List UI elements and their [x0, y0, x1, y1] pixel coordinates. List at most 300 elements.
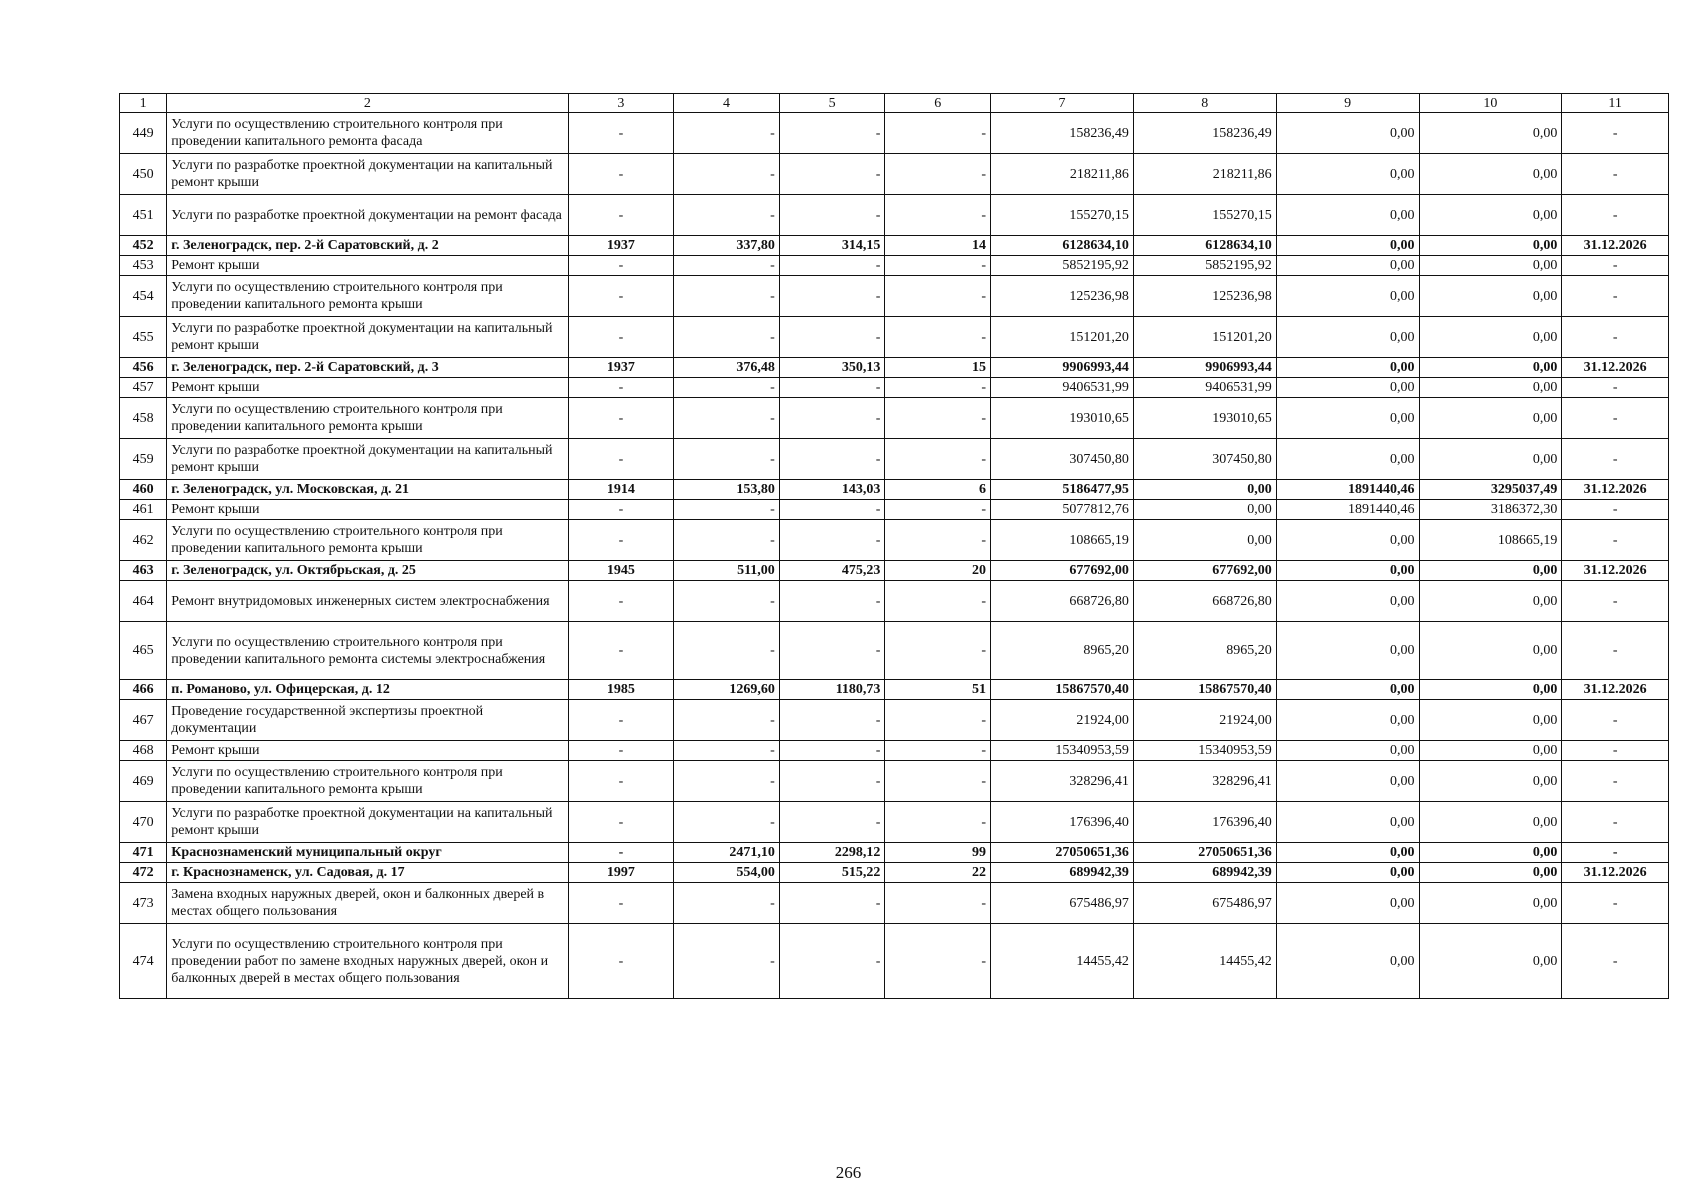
budget-cost-cell: 0,00	[1276, 761, 1419, 802]
deadline-cell: -	[1562, 317, 1669, 358]
owners-cost-cell: 0,00	[1419, 843, 1562, 863]
residents-cell: 14	[885, 236, 991, 256]
row-number: 454	[120, 276, 167, 317]
deadline-cell: -	[1562, 256, 1669, 276]
page-number: 266	[835, 1163, 862, 1182]
row-number: 464	[120, 581, 167, 622]
total-cost-cell: 108665,19	[991, 520, 1134, 561]
table-row	[120, 378, 1669, 398]
item-name: г. Краснознаменск, ул. Садовая, д. 17	[167, 863, 568, 883]
year-cell: -	[568, 113, 674, 154]
row-number: 468	[120, 741, 167, 761]
total-cost-cell: 6128634,10	[991, 236, 1134, 256]
deadline-cell: -	[1562, 843, 1669, 863]
budget-cost-cell: 0,00	[1276, 113, 1419, 154]
column-header: 10	[1419, 94, 1562, 113]
budget-cost-cell: 0,00	[1276, 883, 1419, 924]
owners-cost-cell: 0,00	[1419, 113, 1562, 154]
item-name: Услуги по разработке проектной документации на капитальный ремонт крыши	[167, 802, 568, 843]
item-name: Услуги по осуществлению строительного контроля при проведении капитального ремонта крыши	[167, 761, 568, 802]
total-cost-cell: 5852195,92	[991, 256, 1134, 276]
year-cell: -	[568, 883, 674, 924]
owners-cost-cell: 3295037,49	[1419, 480, 1562, 500]
total-cost-cell: 677692,00	[991, 561, 1134, 581]
residents-cell: -	[885, 256, 991, 276]
fund-cost-cell: 218211,86	[1133, 154, 1276, 195]
row-number: 467	[120, 700, 167, 741]
area-total-cell: -	[674, 741, 780, 761]
total-cost-cell: 9906993,44	[991, 358, 1134, 378]
total-cost-cell: 8965,20	[991, 622, 1134, 680]
area-total-cell: -	[674, 520, 780, 561]
fund-cost-cell: 668726,80	[1133, 581, 1276, 622]
table-row	[120, 317, 1669, 358]
deadline-cell: -	[1562, 276, 1669, 317]
item-name: г. Зеленоградск, пер. 2-й Саратовский, д. 2	[167, 236, 568, 256]
budget-cost-cell: 0,00	[1276, 622, 1419, 680]
deadline-cell: 31.12.2026	[1562, 680, 1669, 700]
total-cost-cell: 218211,86	[991, 154, 1134, 195]
owners-cost-cell: 0,00	[1419, 398, 1562, 439]
residents-cell: -	[885, 924, 991, 999]
row-number: 461	[120, 500, 167, 520]
total-cost-cell: 176396,40	[991, 802, 1134, 843]
year-cell: -	[568, 761, 674, 802]
residents-cell: -	[885, 113, 991, 154]
fund-cost-cell: 155270,15	[1133, 195, 1276, 236]
residents-cell: -	[885, 581, 991, 622]
table-row	[120, 480, 1669, 500]
table-row	[120, 398, 1669, 439]
column-header: 1	[120, 94, 167, 113]
area-living-cell: -	[779, 439, 885, 480]
budget-cost-cell: 0,00	[1276, 317, 1419, 358]
residents-cell: -	[885, 883, 991, 924]
row-number: 453	[120, 256, 167, 276]
year-cell: -	[568, 520, 674, 561]
owners-cost-cell: 0,00	[1419, 741, 1562, 761]
residents-cell: -	[885, 317, 991, 358]
table-row	[120, 276, 1669, 317]
area-living-cell: -	[779, 276, 885, 317]
area-total-cell: -	[674, 154, 780, 195]
budget-cost-cell: 0,00	[1276, 700, 1419, 741]
total-cost-cell: 328296,41	[991, 761, 1134, 802]
fund-cost-cell: 689942,39	[1133, 863, 1276, 883]
item-name: Услуги по осуществлению строительного контроля при проведении капитального ремонта крыши	[167, 276, 568, 317]
deadline-cell: -	[1562, 741, 1669, 761]
row-number: 473	[120, 883, 167, 924]
owners-cost-cell: 0,00	[1419, 761, 1562, 802]
total-cost-cell: 21924,00	[991, 700, 1134, 741]
total-cost-cell: 158236,49	[991, 113, 1134, 154]
year-cell: 1945	[568, 561, 674, 581]
total-cost-cell: 27050651,36	[991, 843, 1134, 863]
budget-cost-cell: 1891440,46	[1276, 480, 1419, 500]
area-total-cell: 511,00	[674, 561, 780, 581]
deadline-cell: 31.12.2026	[1562, 358, 1669, 378]
area-total-cell: 376,48	[674, 358, 780, 378]
owners-cost-cell: 0,00	[1419, 802, 1562, 843]
deadline-cell: -	[1562, 500, 1669, 520]
item-name: Услуги по осуществлению строительного контроля при проведении капитального ремонта системы электроснабжения	[167, 622, 568, 680]
area-total-cell: -	[674, 256, 780, 276]
capital-repair-table	[119, 93, 1669, 999]
year-cell: -	[568, 439, 674, 480]
year-cell: -	[568, 741, 674, 761]
row-number: 460	[120, 480, 167, 500]
budget-cost-cell: 0,00	[1276, 802, 1419, 843]
table-row	[120, 256, 1669, 276]
deadline-cell: -	[1562, 581, 1669, 622]
table-row	[120, 924, 1669, 999]
owners-cost-cell: 0,00	[1419, 700, 1562, 741]
column-header: 11	[1562, 94, 1669, 113]
fund-cost-cell: 176396,40	[1133, 802, 1276, 843]
total-cost-cell: 15340953,59	[991, 741, 1134, 761]
item-name: г. Зеленоградск, ул. Московская, д. 21	[167, 480, 568, 500]
fund-cost-cell: 15340953,59	[1133, 741, 1276, 761]
table-row	[120, 680, 1669, 700]
fund-cost-cell: 21924,00	[1133, 700, 1276, 741]
year-cell: -	[568, 276, 674, 317]
item-name: Услуги по разработке проектной документации на капитальный ремонт крыши	[167, 317, 568, 358]
item-name: Услуги по разработке проектной документации на капитальный ремонт крыши	[167, 439, 568, 480]
owners-cost-cell: 0,00	[1419, 581, 1562, 622]
fund-cost-cell: 8965,20	[1133, 622, 1276, 680]
table-row	[120, 113, 1669, 154]
fund-cost-cell: 0,00	[1133, 480, 1276, 500]
year-cell: 1997	[568, 863, 674, 883]
owners-cost-cell: 0,00	[1419, 154, 1562, 195]
deadline-cell: -	[1562, 154, 1669, 195]
residents-cell: 20	[885, 561, 991, 581]
total-cost-cell: 151201,20	[991, 317, 1134, 358]
column-header: 3	[568, 94, 674, 113]
item-name: Замена входных наружных дверей, окон и балконных дверей в местах общего пользования	[167, 883, 568, 924]
area-living-cell: 1180,73	[779, 680, 885, 700]
row-number: 452	[120, 236, 167, 256]
owners-cost-cell: 0,00	[1419, 924, 1562, 999]
fund-cost-cell: 328296,41	[1133, 761, 1276, 802]
area-living-cell: -	[779, 154, 885, 195]
deadline-cell: -	[1562, 398, 1669, 439]
residents-cell: -	[885, 154, 991, 195]
item-name: Услуги по разработке проектной документации на ремонт фасада	[167, 195, 568, 236]
area-living-cell: -	[779, 195, 885, 236]
row-number: 450	[120, 154, 167, 195]
deadline-cell: -	[1562, 113, 1669, 154]
deadline-cell: -	[1562, 439, 1669, 480]
table-row	[120, 843, 1669, 863]
item-name: Ремонт крыши	[167, 500, 568, 520]
area-living-cell: -	[779, 581, 885, 622]
item-name: Услуги по осуществлению строительного контроля при проведении капитального ремонта крыши	[167, 520, 568, 561]
area-total-cell: -	[674, 924, 780, 999]
fund-cost-cell: 14455,42	[1133, 924, 1276, 999]
table-row	[120, 863, 1669, 883]
budget-cost-cell: 0,00	[1276, 236, 1419, 256]
residents-cell: -	[885, 276, 991, 317]
area-living-cell: 350,13	[779, 358, 885, 378]
table-row	[120, 358, 1669, 378]
residents-cell: 15	[885, 358, 991, 378]
area-living-cell: -	[779, 741, 885, 761]
table-row	[120, 236, 1669, 256]
budget-cost-cell: 0,00	[1276, 680, 1419, 700]
deadline-cell: 31.12.2026	[1562, 561, 1669, 581]
fund-cost-cell: 158236,49	[1133, 113, 1276, 154]
residents-cell: -	[885, 378, 991, 398]
deadline-cell: -	[1562, 195, 1669, 236]
table-row	[120, 622, 1669, 680]
area-living-cell: -	[779, 883, 885, 924]
area-total-cell: -	[674, 317, 780, 358]
year-cell: -	[568, 843, 674, 863]
item-name: г. Зеленоградск, пер. 2-й Саратовский, д. 3	[167, 358, 568, 378]
year-cell: -	[568, 398, 674, 439]
fund-cost-cell: 6128634,10	[1133, 236, 1276, 256]
row-number: 463	[120, 561, 167, 581]
area-living-cell: 475,23	[779, 561, 885, 581]
fund-cost-cell: 0,00	[1133, 500, 1276, 520]
total-cost-cell: 15867570,40	[991, 680, 1134, 700]
year-cell: -	[568, 378, 674, 398]
year-cell: -	[568, 256, 674, 276]
fund-cost-cell: 677692,00	[1133, 561, 1276, 581]
item-name: Услуги по осуществлению строительного контроля при проведении капитального ремонта крыши	[167, 398, 568, 439]
fund-cost-cell: 675486,97	[1133, 883, 1276, 924]
document-sheet	[119, 93, 1669, 999]
area-living-cell: 143,03	[779, 480, 885, 500]
residents-cell: 99	[885, 843, 991, 863]
total-cost-cell: 9406531,99	[991, 378, 1134, 398]
item-name: п. Романово, ул. Офицерская, д. 12	[167, 680, 568, 700]
item-name: г. Зеленоградск, ул. Октябрьская, д. 25	[167, 561, 568, 581]
area-living-cell: -	[779, 802, 885, 843]
owners-cost-cell: 0,00	[1419, 883, 1562, 924]
row-number: 471	[120, 843, 167, 863]
year-cell: -	[568, 622, 674, 680]
fund-cost-cell: 9906993,44	[1133, 358, 1276, 378]
deadline-cell: -	[1562, 622, 1669, 680]
column-header-row	[120, 94, 1669, 113]
deadline-cell: -	[1562, 520, 1669, 561]
area-total-cell: -	[674, 439, 780, 480]
area-living-cell: -	[779, 622, 885, 680]
budget-cost-cell: 0,00	[1276, 358, 1419, 378]
owners-cost-cell: 0,00	[1419, 622, 1562, 680]
residents-cell: -	[885, 741, 991, 761]
owners-cost-cell: 0,00	[1419, 317, 1562, 358]
item-name: Услуги по разработке проектной документации на капитальный ремонт крыши	[167, 154, 568, 195]
budget-cost-cell: 0,00	[1276, 195, 1419, 236]
residents-cell: -	[885, 439, 991, 480]
total-cost-cell: 307450,80	[991, 439, 1134, 480]
area-total-cell: -	[674, 113, 780, 154]
deadline-cell: -	[1562, 924, 1669, 999]
item-name: Ремонт крыши	[167, 741, 568, 761]
area-total-cell: 337,80	[674, 236, 780, 256]
owners-cost-cell: 3186372,30	[1419, 500, 1562, 520]
total-cost-cell: 125236,98	[991, 276, 1134, 317]
budget-cost-cell: 0,00	[1276, 276, 1419, 317]
deadline-cell: 31.12.2026	[1562, 236, 1669, 256]
total-cost-cell: 5186477,95	[991, 480, 1134, 500]
area-total-cell: 2471,10	[674, 843, 780, 863]
area-total-cell: 1269,60	[674, 680, 780, 700]
total-cost-cell: 193010,65	[991, 398, 1134, 439]
table-row	[120, 802, 1669, 843]
row-number: 466	[120, 680, 167, 700]
row-number: 458	[120, 398, 167, 439]
year-cell: 1937	[568, 236, 674, 256]
column-header: 8	[1133, 94, 1276, 113]
deadline-cell: -	[1562, 883, 1669, 924]
row-number: 462	[120, 520, 167, 561]
total-cost-cell: 675486,97	[991, 883, 1134, 924]
item-name: Ремонт крыши	[167, 256, 568, 276]
residents-cell: -	[885, 761, 991, 802]
table-row	[120, 883, 1669, 924]
column-header: 6	[885, 94, 991, 113]
area-total-cell: -	[674, 802, 780, 843]
fund-cost-cell: 5852195,92	[1133, 256, 1276, 276]
area-living-cell: 515,22	[779, 863, 885, 883]
area-living-cell: -	[779, 700, 885, 741]
item-name: Услуги по осуществлению строительного контроля при проведении работ по замене входных наружных дверей, окон и балконных дверей в местах общего пользования	[167, 924, 568, 999]
row-number: 469	[120, 761, 167, 802]
item-name: Ремонт внутридомовых инженерных систем электроснабжения	[167, 581, 568, 622]
table-row	[120, 439, 1669, 480]
residents-cell: 22	[885, 863, 991, 883]
budget-cost-cell: 0,00	[1276, 520, 1419, 561]
table-row	[120, 561, 1669, 581]
owners-cost-cell: 0,00	[1419, 561, 1562, 581]
deadline-cell: -	[1562, 802, 1669, 843]
row-number: 470	[120, 802, 167, 843]
column-header: 4	[674, 94, 780, 113]
year-cell: 1985	[568, 680, 674, 700]
row-number: 455	[120, 317, 167, 358]
deadline-cell: -	[1562, 700, 1669, 741]
area-living-cell: -	[779, 398, 885, 439]
row-number: 474	[120, 924, 167, 999]
owners-cost-cell: 0,00	[1419, 256, 1562, 276]
owners-cost-cell: 0,00	[1419, 680, 1562, 700]
fund-cost-cell: 9406531,99	[1133, 378, 1276, 398]
table-row	[120, 761, 1669, 802]
year-cell: 1937	[568, 358, 674, 378]
row-number: 451	[120, 195, 167, 236]
fund-cost-cell: 151201,20	[1133, 317, 1276, 358]
year-cell: -	[568, 195, 674, 236]
owners-cost-cell: 0,00	[1419, 195, 1562, 236]
column-header: 9	[1276, 94, 1419, 113]
area-total-cell: -	[674, 500, 780, 520]
area-total-cell: -	[674, 398, 780, 439]
year-cell: -	[568, 317, 674, 358]
residents-cell: -	[885, 500, 991, 520]
deadline-cell: -	[1562, 378, 1669, 398]
area-total-cell: -	[674, 276, 780, 317]
area-total-cell: -	[674, 195, 780, 236]
budget-cost-cell: 1891440,46	[1276, 500, 1419, 520]
residents-cell: 51	[885, 680, 991, 700]
table-row	[120, 700, 1669, 741]
column-header: 2	[167, 94, 568, 113]
fund-cost-cell: 193010,65	[1133, 398, 1276, 439]
fund-cost-cell: 307450,80	[1133, 439, 1276, 480]
budget-cost-cell: 0,00	[1276, 924, 1419, 999]
table-body	[120, 113, 1669, 999]
budget-cost-cell: 0,00	[1276, 378, 1419, 398]
deadline-cell: -	[1562, 761, 1669, 802]
area-living-cell: 2298,12	[779, 843, 885, 863]
residents-cell: -	[885, 195, 991, 236]
year-cell: -	[568, 154, 674, 195]
row-number: 472	[120, 863, 167, 883]
area-total-cell: 153,80	[674, 480, 780, 500]
table-row	[120, 154, 1669, 195]
row-number: 465	[120, 622, 167, 680]
deadline-cell: 31.12.2026	[1562, 863, 1669, 883]
area-living-cell: -	[779, 378, 885, 398]
total-cost-cell: 155270,15	[991, 195, 1134, 236]
table-row	[120, 741, 1669, 761]
residents-cell: 6	[885, 480, 991, 500]
row-number: 457	[120, 378, 167, 398]
total-cost-cell: 668726,80	[991, 581, 1134, 622]
column-header: 7	[991, 94, 1134, 113]
fund-cost-cell: 0,00	[1133, 520, 1276, 561]
budget-cost-cell: 0,00	[1276, 561, 1419, 581]
residents-cell: -	[885, 398, 991, 439]
total-cost-cell: 14455,42	[991, 924, 1134, 999]
year-cell: -	[568, 500, 674, 520]
area-total-cell: -	[674, 581, 780, 622]
area-total-cell: 554,00	[674, 863, 780, 883]
residents-cell: -	[885, 700, 991, 741]
area-living-cell: -	[779, 761, 885, 802]
owners-cost-cell: 0,00	[1419, 276, 1562, 317]
area-total-cell: -	[674, 700, 780, 741]
budget-cost-cell: 0,00	[1276, 741, 1419, 761]
year-cell: -	[568, 700, 674, 741]
year-cell: -	[568, 581, 674, 622]
fund-cost-cell: 125236,98	[1133, 276, 1276, 317]
area-total-cell: -	[674, 761, 780, 802]
residents-cell: -	[885, 622, 991, 680]
budget-cost-cell: 0,00	[1276, 439, 1419, 480]
fund-cost-cell: 27050651,36	[1133, 843, 1276, 863]
area-total-cell: -	[674, 883, 780, 924]
area-living-cell: 314,15	[779, 236, 885, 256]
table-row	[120, 520, 1669, 561]
owners-cost-cell: 0,00	[1419, 439, 1562, 480]
row-number: 456	[120, 358, 167, 378]
table-row	[120, 195, 1669, 236]
fund-cost-cell: 15867570,40	[1133, 680, 1276, 700]
item-name: Проведение государственной экспертизы проектной документации	[167, 700, 568, 741]
owners-cost-cell: 0,00	[1419, 378, 1562, 398]
row-number: 459	[120, 439, 167, 480]
area-living-cell: -	[779, 500, 885, 520]
area-living-cell: -	[779, 317, 885, 358]
column-header: 5	[779, 94, 885, 113]
owners-cost-cell: 0,00	[1419, 236, 1562, 256]
item-name: Краснознаменский муниципальный округ	[167, 843, 568, 863]
